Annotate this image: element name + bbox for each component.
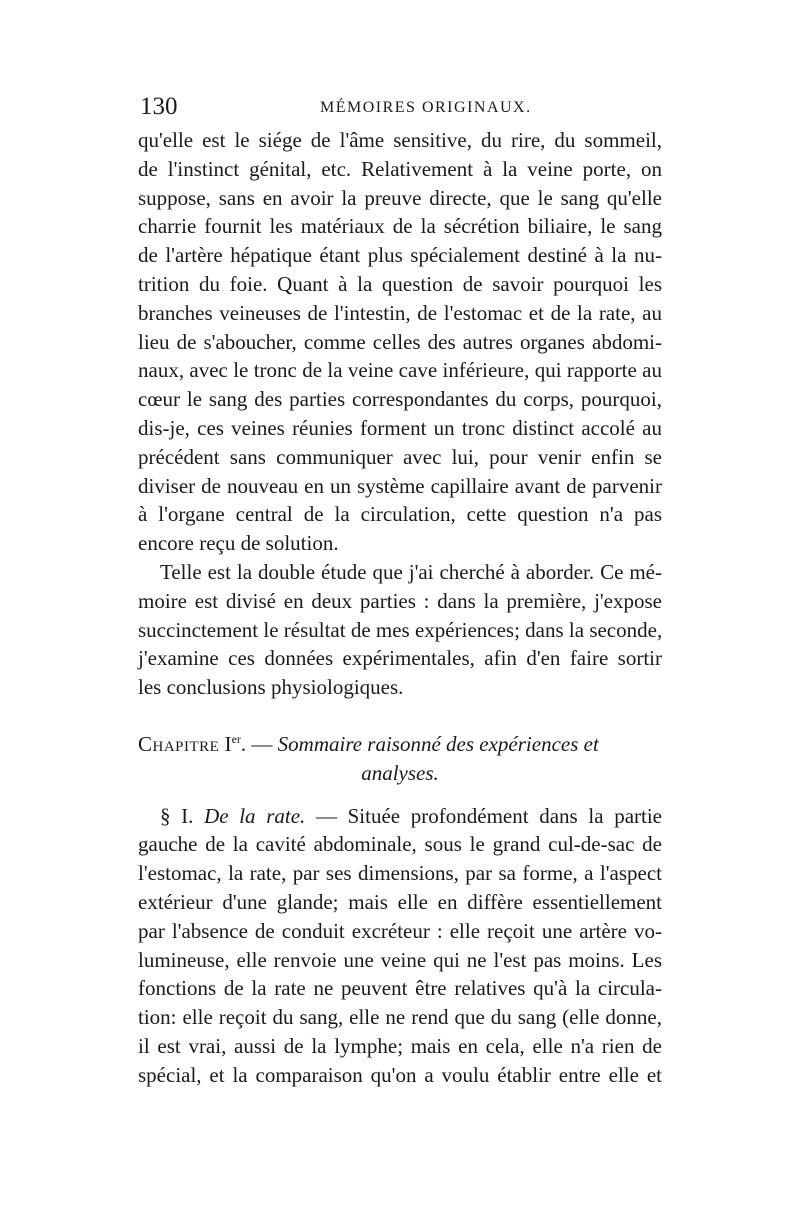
text-line: l'estomac, la rate, par ses dimensions, par sa forme, a l'aspect: [138, 861, 662, 886]
text-line: lumineuse, elle renvoie une veine qui ne l'est pas moins. Les: [138, 947, 662, 972]
text-line: de l'artère hépatique étant plus spécialement destiné à la nu-: [138, 243, 662, 268]
text-line: précédent sans communiquer avec lui, pour venir enfin se: [138, 444, 662, 469]
text-line: diviser de nouveau en un système capillaire avant de parvenir: [138, 473, 662, 498]
chapter-title: Sommaire raisonné des expériences et: [277, 731, 599, 756]
text-line: encore reçu de solution.: [138, 531, 339, 556]
text-line: de l'instinct génital, etc. Relativement à la veine porte, on: [138, 156, 662, 181]
text-line: spécial, et la comparaison qu'on a voulu établir entre elle et: [138, 1062, 662, 1087]
chapter-title-continued: analyses.: [361, 760, 439, 785]
paragraph-1: [138, 126, 662, 558]
section-heading-line: [138, 802, 662, 831]
page-header: [140, 93, 660, 123]
text-line: tion: elle reçoit du sang, elle ne rend que du sang (elle donne,: [138, 1005, 662, 1030]
text-line: fonctions de la rate ne peuvent être relatives qu'à la circula-: [138, 976, 662, 1001]
text-line: suppose, sans en avoir la preuve directe, que le sang qu'elle: [138, 185, 662, 210]
text-line: gauche de la cavité abdominale, sous le grand cul-de-sac de: [138, 832, 662, 857]
text-line: trition du foie. Quant à la question de savoir pourquoi les: [138, 271, 662, 296]
chapter-heading: [138, 730, 662, 788]
page-number: 130: [140, 93, 178, 120]
text-line: dis-je, ces veines réunies forment un tronc distinct accolé au: [138, 415, 662, 440]
body-text: [138, 126, 662, 1090]
text-line: charrie fournit les matériaux de la sécrétion biliaire, le sang: [138, 214, 662, 239]
text-line: succinctement le résultat de mes expériences; dans la seconde,: [138, 617, 663, 642]
chapter-number: I: [224, 731, 232, 756]
spacer: [138, 716, 662, 730]
chapter-label: Chapitre: [138, 731, 220, 756]
spacer: [138, 788, 662, 802]
section-label: § I.: [160, 803, 194, 828]
text-line: branches veineuses de l'intestin, de l'estomac et de la rate, au: [138, 300, 662, 325]
text-line: j'examine ces données expérimentales, afin d'en faire sortir: [138, 646, 662, 671]
text-line: par l'absence de conduit excréteur : elle reçoit une artère vo-: [138, 918, 662, 943]
text-line: lieu de s'aboucher, comme celles des autres organes abdomi-: [138, 329, 662, 354]
text-line: les conclusions physiologiques.: [138, 675, 404, 700]
text-line: qu'elle est le siége de l'âme sensitive, du rire, du sommeil,: [138, 128, 662, 152]
text-line: extérieur d'une glande; mais elle en diffère essentiellement: [138, 889, 662, 914]
section-first-line: — Située profondément dans la partie: [315, 803, 663, 828]
running-title: MÉMOIRES ORIGINAUX.: [320, 99, 532, 116]
chapter-number-sup: er: [231, 731, 241, 746]
spacer: [138, 702, 662, 716]
text-line: à l'organe central de la circulation, cette question n'a pas: [138, 502, 662, 527]
chapter-separator: . —: [240, 731, 273, 756]
text-line: naux, avec le tronc de la veine cave inférieure, qui rapporte au: [138, 358, 662, 383]
text-line: il est vrai, aussi de la lymphe; mais en cela, elle n'a rien de: [138, 1033, 662, 1058]
text-line: cœur le sang des parties correspondantes du corps, pourquoi,: [138, 387, 662, 412]
text-line: Telle est la double étude que j'ai cherché à aborder. Ce mé-: [160, 559, 662, 584]
chapter-heading-line-1: [138, 730, 662, 759]
paragraph-2: [138, 558, 662, 702]
text-line: moire est divisé en deux parties : dans la première, j'expose: [138, 588, 662, 613]
paragraph-3: [138, 802, 662, 1090]
section-title: De la rate.: [204, 803, 306, 828]
